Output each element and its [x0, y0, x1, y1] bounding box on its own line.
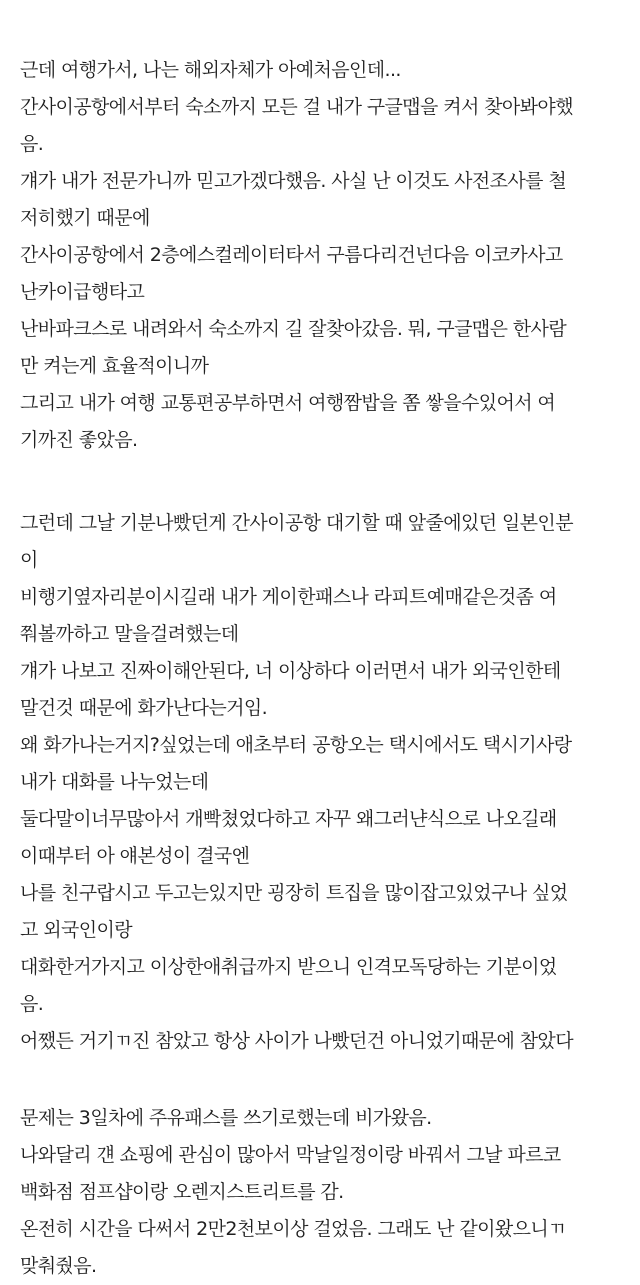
paragraph	[20, 311, 622, 385]
text-line: 말건것 때문에 화가난다는거임.	[20, 697, 268, 719]
text-line: 간사이공항에서 2층에스컬레이터타서 구름다리건넌다음 이코카사고	[20, 244, 563, 266]
text-line: 기까진 좋았음.	[20, 429, 138, 451]
text-line: 왜 화가나는거지?싶었는데 애초부터 공항오는 택시에서도 택시기사랑	[20, 734, 572, 756]
text-line: 근데 여행가서, 나는 해외자체가 아예처음인데...	[20, 59, 401, 81]
text-line: 맞춰줬음.	[20, 1255, 97, 1277]
text-line: 어쨌든 거기ㄲ진 참았고 항상 사이가 나빴던건 아니었기때문에 참았다	[20, 1030, 573, 1052]
paragraph	[20, 163, 622, 237]
text-line: 나와달리 걘 쇼핑에 관심이 많아서 막날일정이랑 바꿔서 그날 파르코	[20, 1144, 561, 1166]
text-line: 고 외국인이랑	[20, 919, 132, 941]
text-line: 난카이급행타고	[20, 281, 145, 303]
text-line: 그런데 그날 기분나빴던게 간사이공항 대기할 때 앞줄에있던 일본인분	[20, 512, 573, 534]
text-line: 난바파크스로 내려와서 숙소까지 길 잘찾아갔음. 뭐, 구글맵은 한사람	[20, 318, 567, 340]
text-line: 비행기옆자리분이시길래 내가 게이한패스나 라피트예매같은것좀 여	[20, 586, 557, 608]
text-line: 이때부터 아 얘본성이 결국엔	[20, 845, 250, 867]
text-line: 이	[20, 549, 38, 571]
paragraph	[20, 801, 622, 875]
text-line: 온전히 시간을 다써서 2만2천보이상 걸었음. 그래도 난 같이왔으니ㄲ	[20, 1218, 566, 1240]
paragraph	[20, 505, 622, 579]
paragraph	[20, 1023, 622, 1060]
paragraph	[20, 579, 622, 653]
paragraph	[20, 875, 622, 949]
text-line: 걔가 나보고 진짜이해안된다, 너 이상하다 이러면서 내가 외국인한테	[20, 660, 561, 682]
text-line: 쭤볼까하고 말을걸려했는데	[20, 623, 239, 645]
text-line: 음.	[20, 133, 44, 155]
paragraph	[20, 1100, 622, 1137]
text-line: 저히했기 때문에	[20, 207, 150, 229]
section-gap	[20, 459, 622, 505]
text-line: 대화한거가지고 이상한애취급까지 받으니 인격모독당하는 기분이었	[20, 956, 557, 978]
section-gap	[20, 1060, 622, 1100]
text-line: 내가 대화를 나누었는데	[20, 771, 209, 793]
paragraph	[20, 89, 622, 163]
text-line: 둘다말이너무많아서 개빡쳤었다하고 자꾸 왜그러냔식으로 나오길래	[20, 808, 557, 830]
paragraph	[20, 1211, 622, 1285]
text-line: 음.	[20, 993, 44, 1015]
paragraph	[20, 653, 622, 727]
text-line: 간사이공항에서부터 숙소까지 모든 걸 내가 구글맵을 켜서 찾아봐야했	[20, 96, 573, 118]
paragraph	[20, 52, 622, 89]
text-line: 그리고 내가 여행 교통편공부하면서 여행짬밥을 쫌 쌓을수있어서 여	[20, 392, 556, 414]
text-line: 문제는 3일차에 주유패스를 쓰기로했는데 비가왔음.	[20, 1107, 432, 1129]
text-line: 백화점 점프샵이랑 오렌지스트리트를 감.	[20, 1181, 344, 1203]
paragraph	[20, 949, 622, 1023]
text-line: 나를 친구랍시고 두고는있지만 굉장히 트집을 많이잡고있었구나 싶었	[20, 882, 568, 904]
text-line: 만 켜는게 효율적이니까	[20, 355, 209, 377]
paragraph	[20, 385, 622, 459]
text-line: 걔가 내가 전문가니까 믿고가겠다했음. 사실 난 이것도 사전조사를 철	[20, 170, 567, 192]
paragraph	[20, 1137, 622, 1211]
paragraph	[20, 237, 622, 311]
paragraph	[20, 727, 622, 801]
